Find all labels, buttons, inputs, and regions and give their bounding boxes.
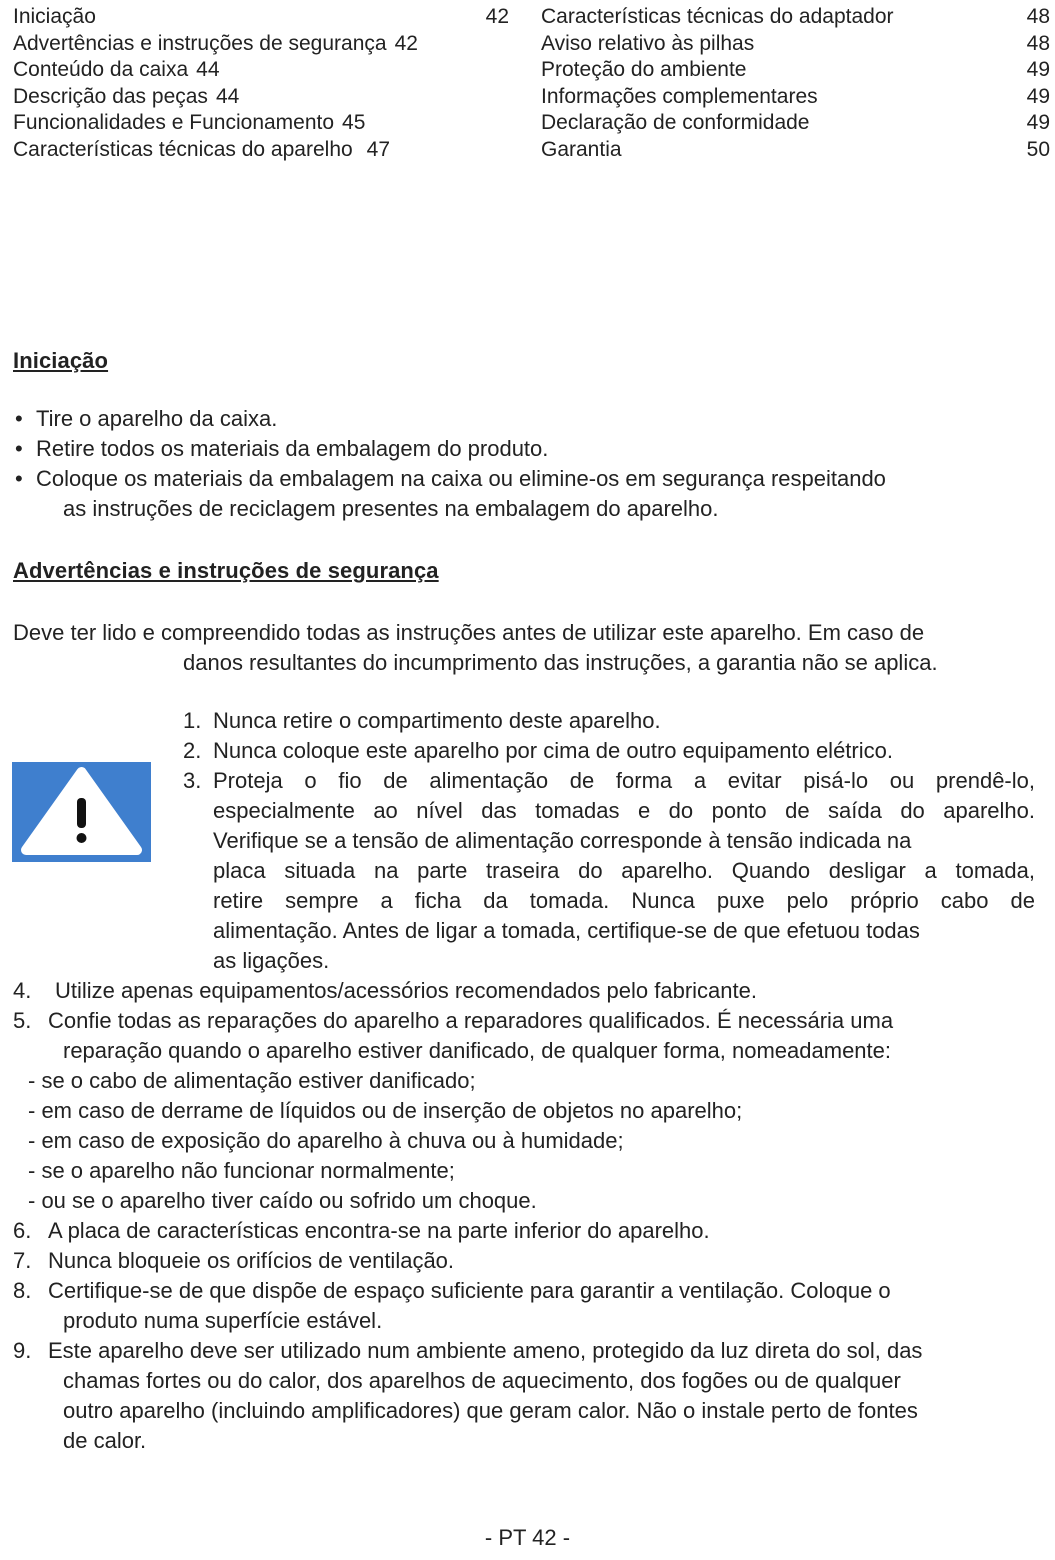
list-item: • Coloque os materiais da embalagem na caixa ou elimine-os em segurança respeitando as instruções de reciclagem presentes na embalagem do aparelho. <box>13 464 1023 524</box>
list-subitem: - em caso de derrame de líquidos ou de inserção de objetos no aparelho; <box>28 1098 743 1123</box>
toc-entry[interactable]: Conteúdo da caixa 44 <box>13 58 220 81</box>
toc-page-number: 50 <box>1026 137 1050 161</box>
toc-entry[interactable]: Proteção do ambiente 49 <box>541 57 1050 84</box>
toc-entry[interactable]: Iniciação 42 <box>13 4 509 31</box>
warning-mark-bar <box>77 798 86 828</box>
list-item: 1. Nunca retire o compartimento deste aparelho. <box>183 708 661 733</box>
toc-page-number: 47 <box>366 137 391 161</box>
safety-list-lower <box>13 976 1043 1456</box>
toc-entry[interactable]: Descrição das peças 44 <box>13 84 240 108</box>
toc-page-number: 48 <box>1026 31 1050 55</box>
list-subitem: - em caso de exposição do aparelho à chuva ou à humidade; <box>28 1128 624 1153</box>
toc-entry[interactable]: Informações complementares 49 <box>541 84 1050 111</box>
toc-entry[interactable]: Declaração de conformidade 49 <box>541 110 1050 137</box>
list-subitem: - se o aparelho não funcionar normalmente; <box>28 1158 455 1183</box>
toc-page-number: 49 <box>1026 111 1050 134</box>
page-number-footer: - PT 42 - <box>484 1525 571 1550</box>
safety-intro <box>13 618 1049 678</box>
getting-started-list <box>13 404 1023 524</box>
safety-list-upper <box>183 706 1035 976</box>
list-item: 8. Certifique-se de que dispõe de espaço suficiente para garantir a ventilação. Coloque o produto numa superfície estável. <box>13 1278 891 1333</box>
list-item: 9. Este aparelho deve ser utilizado num ambiente ameno, protegido da luz direta do sol, das chamas fortes ou do calor, dos aparelhos de aquecimento, dos fogões ou de qualquer outro aparelho (incluindo amplificadores) que geram calor. Não o instale perto de fontes de calor. <box>13 1338 923 1453</box>
list-item: 3. Proteja o fio de alimentação de forma a evitar pisá-lo ou prendê-lo, especialmente ao nível das tomadas e do ponto de saída do aparelho. Verifique se a tensão de alimentação corresponde à tensão indicada na placa situada na parte traseira do aparelho. Quando desligar a tomada, retire sempre a ficha da tomada. Nunca puxe pelo próprio cabo de alimentação. Antes de ligar a tomada, certifique-se de que efetuou todas as ligações. <box>183 768 1035 973</box>
toc-page-number: 44 <box>215 84 240 108</box>
section-heading-safety: Advertências e instruções de segurança <box>13 558 439 583</box>
toc-page-number: 42 <box>485 5 509 28</box>
list-item: 6. A placa de características encontra-se na parte inferior do aparelho. <box>13 1218 710 1243</box>
toc-page-number: 48 <box>1026 5 1050 28</box>
list-item: • Retire todos os materiais da embalagem do produto. <box>13 434 1023 464</box>
section-heading-iniciacao: Iniciação <box>13 348 109 373</box>
toc-left-column <box>13 4 509 163</box>
toc-entry[interactable]: Características técnicas do aparelho 47 <box>13 137 391 161</box>
list-item: 7. Nunca bloqueie os orifícios de ventilação. <box>13 1248 455 1273</box>
toc-right-column <box>541 4 1050 163</box>
toc-entry[interactable]: Advertências e instruções de segurança 42 <box>13 31 418 55</box>
intro-line: Deve ter lido e compreendido todas as instruções antes de utilizar este aparelho. Em caso de <box>13 620 925 645</box>
toc-entry[interactable]: Garantia 50 <box>541 137 1050 164</box>
list-item: 5. Confie todas as reparações do aparelho a reparadores qualificados. É necessária uma reparação quando o aparelho estiver danificado, de qualquer forma, nomeadamente: <box>13 1008 894 1063</box>
toc-page-number: 49 <box>1026 58 1050 81</box>
toc-page-number: 45 <box>342 111 366 134</box>
list-item: 2. Nunca coloque este aparelho por cima de outro equipamento elétrico. <box>183 738 893 763</box>
toc-page-number: 49 <box>1026 84 1050 108</box>
toc-entry[interactable]: Aviso relativo às pilhas 48 <box>541 31 1050 58</box>
warning-triangle-icon <box>12 762 151 862</box>
warning-mark-dot <box>77 833 87 843</box>
list-subitem: - se o cabo de alimentação estiver danificado; <box>28 1068 476 1093</box>
toc-entry[interactable]: Funcionalidades e Funcionamento 45 <box>13 111 366 134</box>
toc-page-number: 42 <box>394 31 418 55</box>
list-item: 4. Utilize apenas equipamentos/acessórios recomendados pelo fabricante. <box>13 978 757 1003</box>
toc-page-number: 44 <box>196 58 220 81</box>
toc-entry[interactable]: Características técnicas do adaptador 48 <box>541 4 1050 31</box>
intro-line: danos resultantes do incumprimento das instruções, a garantia não se aplica. <box>183 650 938 675</box>
list-subitem: - ou se o aparelho tiver caído ou sofrido um choque. <box>28 1188 537 1213</box>
list-item: • Tire o aparelho da caixa. <box>13 404 1023 434</box>
